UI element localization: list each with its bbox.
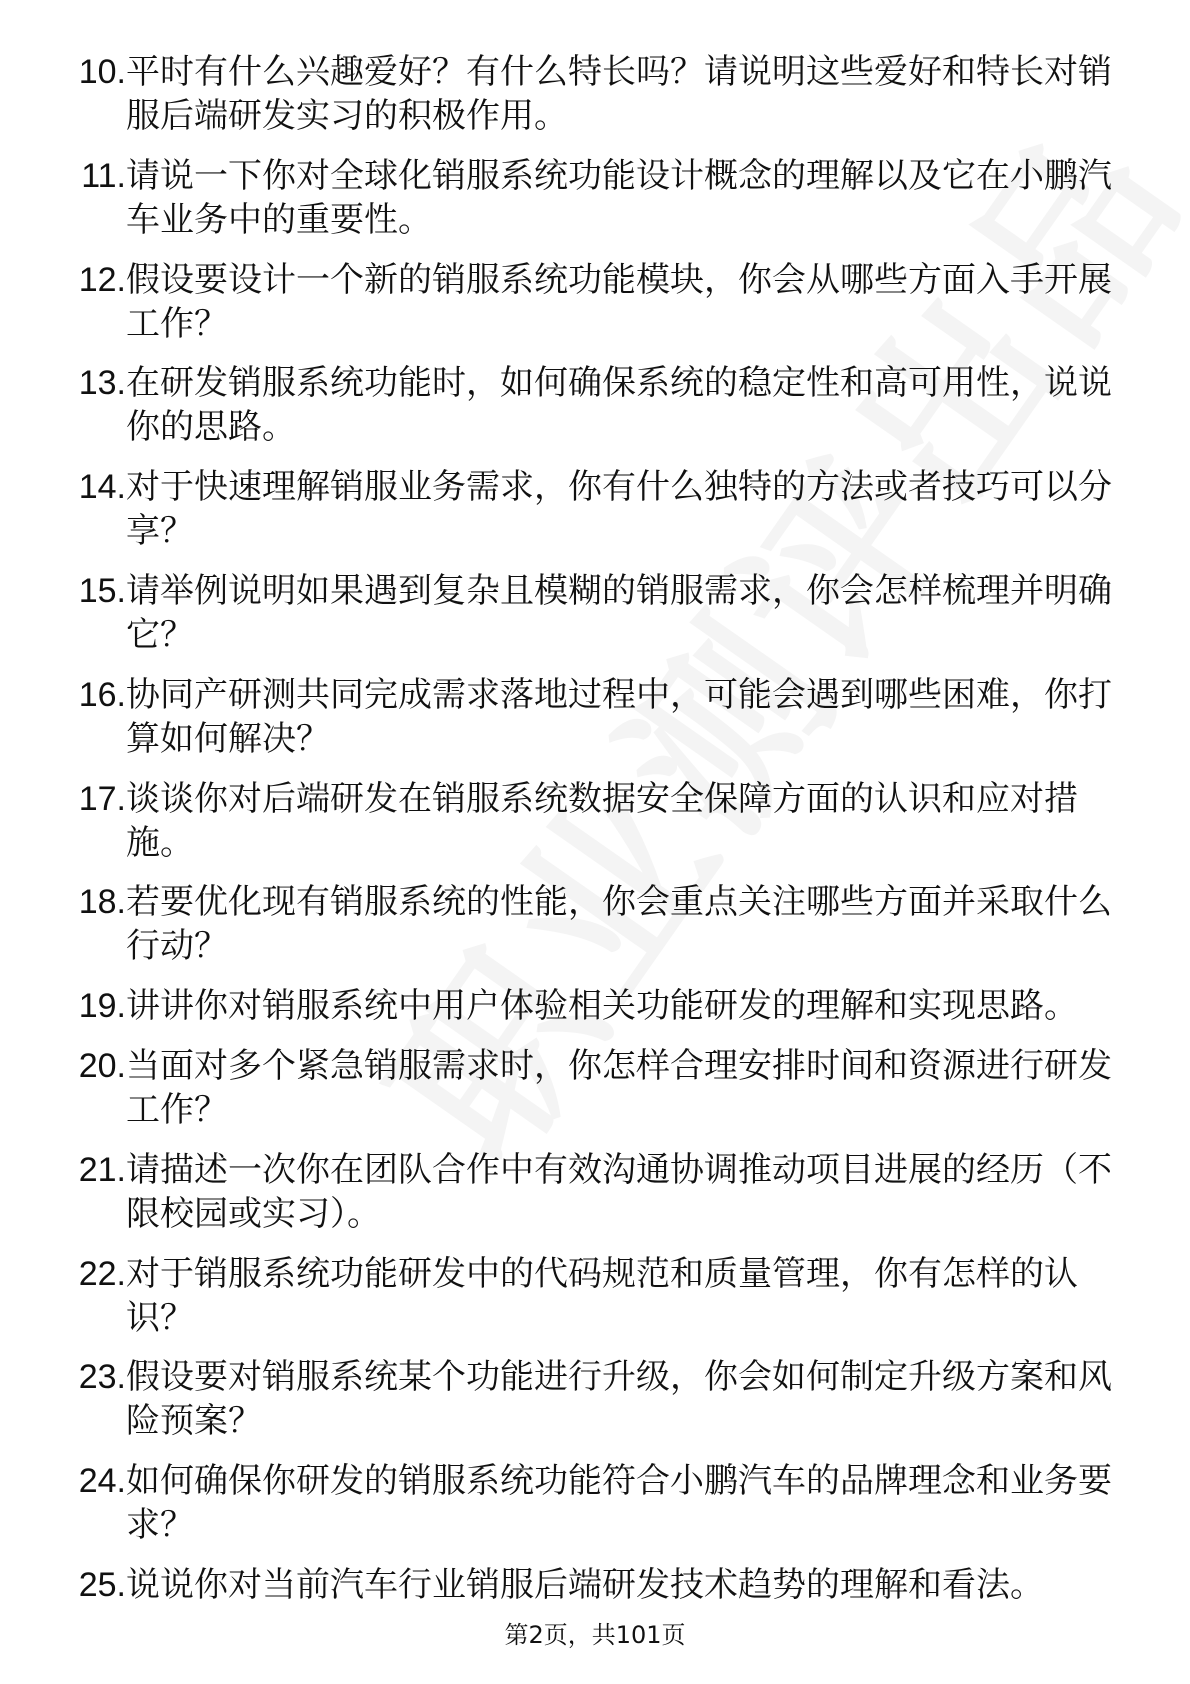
question-number: 11. — [81, 156, 126, 195]
question-number: 16. — [78, 675, 126, 714]
question-text: 请说一下你对全球化销服系统功能设计概念的理解以及它在小鹏汽车业务中的重要性。 — [126, 155, 1112, 240]
question-item — [56, 50, 1116, 138]
question-number: 17. — [78, 779, 126, 818]
question-item — [56, 673, 1116, 761]
question-number: 24. — [78, 1462, 126, 1501]
question-text: 协同产研测共同完成需求落地过程中，可能会遇到哪些困难，你打算如何解决？ — [126, 674, 1112, 759]
question-item — [56, 1563, 1116, 1607]
question-item — [56, 1148, 1116, 1236]
page-number: 第2页，共101页 — [504, 1621, 686, 1649]
question-text: 请举例说明如果遇到复杂且模糊的销服需求，你会怎样梳理并明确它？ — [126, 570, 1112, 655]
question-item — [56, 465, 1116, 553]
question-item — [56, 1044, 1116, 1132]
question-text: 假设要设计一个新的销服系统功能模块，你会从哪些方面入手开展工作？ — [126, 259, 1112, 344]
question-item — [56, 1252, 1116, 1340]
question-item — [56, 1459, 1116, 1547]
question-text: 请描述一次你在团队合作中有效沟通协调推动项目进展的经历（不限校园或实习）。 — [126, 1149, 1112, 1234]
question-text: 对于销服系统功能研发中的代码规范和质量管理，你有怎样的认识？ — [126, 1253, 1078, 1338]
question-number: 10. — [78, 53, 126, 91]
question-item — [56, 880, 1116, 968]
question-item — [56, 361, 1116, 449]
question-number: 23. — [78, 1358, 126, 1397]
question-item — [56, 258, 1116, 346]
question-text: 平时有什么兴趣爱好？有什么特长吗？请说明这些爱好和特长对销服后端研发实习的积极作用。 — [126, 52, 1112, 136]
question-text: 若要优化现有销服系统的性能，你会重点关注哪些方面并采取什么行动？ — [126, 882, 1112, 967]
question-item — [56, 777, 1116, 865]
question-item — [56, 984, 1116, 1028]
question-number: 18. — [78, 883, 126, 922]
question-number: 15. — [78, 571, 126, 610]
question-text: 讲讲你对销服系统中用户体验相关功能研发的理解和实现思路。 — [126, 986, 1078, 1027]
question-number: 22. — [78, 1254, 126, 1293]
question-text: 谈谈你对后端研发在销服系统数据安全保障方面的认识和应对措施。 — [126, 778, 1078, 863]
page-footer — [0, 1620, 1190, 1650]
question-number: 21. — [78, 1150, 126, 1189]
question-text: 对于快速理解销服业务需求，你有什么独特的方法或者技巧可以分享？ — [126, 467, 1112, 552]
question-number: 14. — [78, 468, 126, 507]
question-number: 13. — [78, 364, 126, 403]
question-text: 说说你对当前汽车行业销服后端研发技术趋势的理解和看法。 — [126, 1564, 1044, 1605]
question-number: 20. — [78, 1046, 126, 1085]
question-list — [56, 50, 1116, 1623]
question-number: 12. — [78, 260, 126, 299]
question-number: 25. — [78, 1565, 126, 1604]
question-item — [56, 569, 1116, 657]
question-number: 19. — [78, 987, 126, 1026]
question-text: 假设要对销服系统某个功能进行升级，你会如何制定升级方案和风险预案？ — [126, 1357, 1112, 1442]
question-item — [56, 1355, 1116, 1443]
question-item — [56, 154, 1116, 242]
question-text: 在研发销服系统功能时，如何确保系统的稳定性和高可用性，说说你的思路。 — [126, 363, 1112, 448]
question-text: 如何确保你研发的销服系统功能符合小鹏汽车的品牌理念和业务要求？ — [126, 1461, 1112, 1546]
question-text: 当面对多个紧急销服需求时，你怎样合理安排时间和资源进行研发工作？ — [126, 1045, 1112, 1130]
